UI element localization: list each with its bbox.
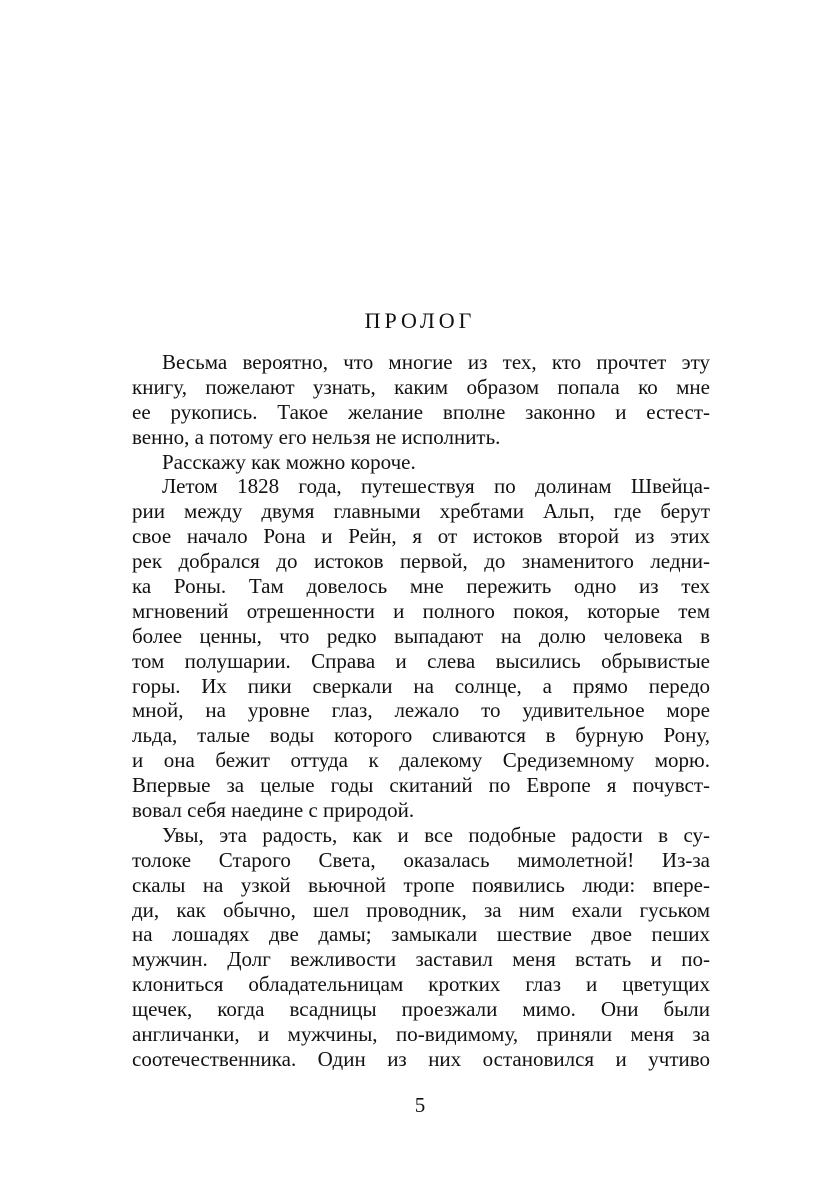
text-line: соотечественника. Один из них остановился и учтиво [132,1046,710,1071]
text-line: мгновений отрешенности и полного покоя, которые тем [132,598,710,623]
text-line: толоке Старого Света, оказалась мимолетной! Из-за [132,847,710,872]
text-line: вовал себя наедине с природой. [132,798,415,823]
text-line: более ценны, что редко выпадают на долю человека в [132,623,710,648]
text-line: щечек, когда всадницы проезжали мимо. Они были [132,997,710,1022]
paragraph [132,350,710,450]
text-line: рек добрался до истоков первой, до знаменитого ледни- [132,549,710,574]
text-line: ди, как обычно, шел проводник, за ним ехали гуськом [132,897,710,922]
paragraph [132,450,710,475]
paragraph [132,823,710,1072]
text-line: льда, талые воды которого сливаются в бурную Рону, [132,723,710,748]
text-line: горы. Их пики сверкали на солнце, а прямо передо [132,673,710,698]
text-line: венно, а потому его нельзя не исполнить. [132,424,501,449]
text-line: Увы, эта радость, как и все подобные радости в су- [162,822,710,847]
text-line: ка Роны. Там довелось мне пережить одно из тех [132,574,710,599]
text-line: Впервые за целые годы скитаний по Европе я почувст- [132,773,710,798]
text-line: англичанки, и мужчины, по-видимому, приняли меня за [132,1022,710,1047]
text-line: и она бежит оттуда к далекому Средиземному морю. [132,748,710,773]
text-line: ее рукопись. Такое желание вполне законно и естест- [132,399,710,424]
text-line: Летом 1828 года, путешествуя по долинам Швейца- [162,474,710,499]
text-line: мной, на уровне глаз, лежало то удивительное море [132,698,710,723]
page-number: 5 [414,1093,426,1117]
chapter-title: ПРОЛОГ [364,308,476,333]
text-line: свое начало Рона и Рейн, я от истоков второй из этих [132,524,710,549]
text-line: том полушарии. Справа и слева высились обрывистые [132,648,710,673]
text-line: рии между двумя главными хребтами Альп, где берут [132,499,710,524]
text-line: Расскажу как можно короче. [162,449,416,474]
body-text [132,350,710,1072]
text-line: Весьма вероятно, что многие из тех, кто прочтет эту [162,350,710,374]
text-line: мужчин. Долг вежливости заставил меня встать и по- [132,947,710,972]
paragraph [132,474,710,822]
text-line: на лошадях две дамы; замыкали шествие двое пеших [132,922,710,947]
text-line: клониться обладательницам кротких глаз и цветущих [132,972,710,997]
text-line: скалы на узкой вьючной тропе появились люди: впере- [132,872,710,897]
text-line: книгу, пожелают узнать, каким образом попала ко мне [132,374,710,399]
